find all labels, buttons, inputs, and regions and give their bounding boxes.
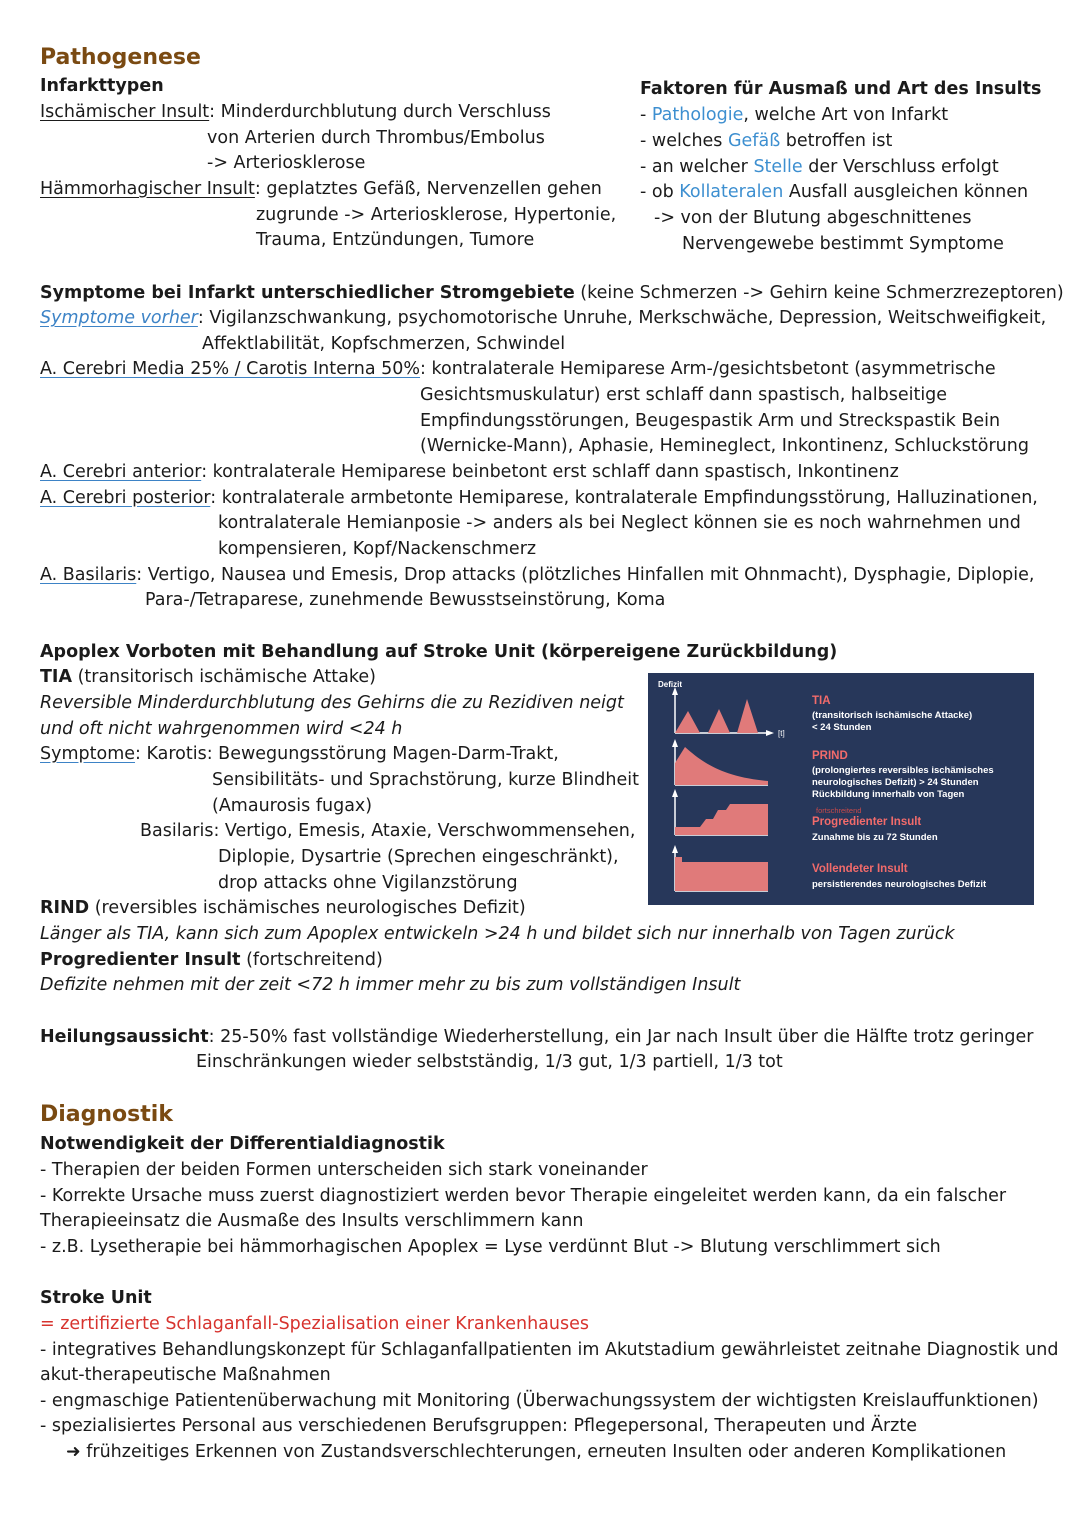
keyword-kollateralen: Kollateralen [679,182,784,202]
apoplex-title: Apoplex Vorboten mit Behandlung auf Stroke Unit (körpereigene Zurückbildung) [40,642,838,662]
tia-basilaris-line-3: drop attacks ohne Vigilanzstörung [218,873,518,893]
diagram-voll-sub: persistierendes neurologisches Defizit [812,879,987,890]
haemorrhagic-line-2: zugrunde -> Arteriosklerose, Hypertonie, [256,205,617,225]
tia-desc-2: und oft nicht wahrgenommen wird <24 h [40,719,403,739]
diagnostik-line-4: - z.B. Lysetherapie bei hämmorhagischen Apoplex = Lyse verdünnt Blut -> Blutung verschlimmert sich [40,1237,941,1257]
ischaemic-line-2: von Arterien durch Thrombus/Embolus [207,128,545,148]
axis-arrow-x [766,730,774,736]
anterior-line: A. Cerebri anterior: kontralaterale Hemiparese beinbetont erst schlaff dann spastisch, Inkontinenz [40,462,899,482]
diagram-prind-sub-2: neurologisches Defizit) > 24 Stunden [812,777,979,788]
faktoren-line-5: -> von der Blutung abgeschnittenes [654,208,972,228]
posterior-label: A. Cerebri posterior [40,488,211,508]
symptome-vorher-line-2: Affektlabilität, Kopfschmerzen, Schwindel [202,334,566,354]
tia-basilaris-line-2: Diplopie, Dysartrie (Sprechen eingeschränkt), [218,847,619,867]
haemorrhagic-label: Hämmorhagischer Insult [40,179,255,199]
faktoren-line-6: Nervengewebe bestimmt Symptome [682,234,1004,254]
vollendet-block [675,857,768,891]
haemorrhagic-line-1: geplatztes Gefäß, Nervenzellen gehen [266,179,602,199]
stroke-definition: = zertifizierte Schlaganfall-Spezialisation einer Krankenhauses [40,1314,589,1334]
tia-peaks [675,699,758,733]
basilaris-label: A. Basilaris [40,565,137,585]
symptome-note: (keine Schmerzen -> Gehirn keine Schmerzrezeptoren) [574,283,1064,303]
basilaris-line-2: Para-/Tetraparese, zunehmende Bewusstseinstörung, Koma [145,590,666,610]
section-title-diagnostik: Diagnostik [40,1102,173,1127]
diagram-prind-sub-1: (prolongiertes reversibles ischämisches [812,765,994,776]
ischaemic-line-3: -> Arteriosklerose [207,153,366,173]
diagram-axis-label: Defizit [658,680,682,689]
diagnostik-line-1: - Therapien der beiden Formen unterscheiden sich stark voneinander [40,1160,648,1180]
insult-course-diagram [648,673,1034,905]
stroke-line-1: - integratives Behandlungskonzept für Schlaganfallpatienten im Akutstadium gewährleistet zeitnahe Diagnostik und [40,1340,1059,1360]
arrow-right-icon: ➜ [66,1442,81,1462]
stroke-line-2: akut-therapeutische Maßnahmen [40,1365,331,1385]
diagram-tia-sub-2: < 24 Stunden [812,722,872,733]
faktoren-title: Faktoren für Ausmaß und Art des Insults [640,79,1042,99]
keyword-stelle: Stelle [753,157,803,177]
media-line-4: (Wernicke-Mann), Aphasie, Hemineglect, Inkontinenz, Schluckstörung [420,436,1029,456]
keyword-pathologie: Pathologie [651,105,744,125]
faktoren-line-1: - Pathologie, welche Art von Infarkt [640,105,949,125]
anterior-label: A. Cerebri anterior [40,462,202,482]
stroke-line-3: - engmaschige Patientenüberwachung mit Monitoring (Überwachungssystem der wichtigsten Kreislauffunktionen) [40,1391,1039,1411]
tia-symptome-line-1: Symptome: Karotis: Bewegungsstörung Magen-Darm-Trakt, [40,744,559,764]
media-line-3: Empfindungsstörungen, Beugespastik Arm und Streckspastik Bein [420,411,1001,431]
prind-curve [675,747,768,785]
stroke-conclusion: ➜ frühzeitiges Erkennen von Zustandsverschlechterungen, erneuten Insulten oder anderen Komplikationen [66,1442,1007,1462]
posterior-line-1: A. Cerebri posterior: kontralaterale armbetonte Hemiparese, kontralaterale Empfindungsstörung, Halluzinationen, [40,488,1038,508]
karotis-line-2: Sensibilitäts- und Sprachstörung, kurze Blindheit [212,770,639,790]
diagram-tia-sub-1: (transitorisch ischämische Attacke) [812,710,973,721]
stroke-line-4: - spezialisiertes Personal aus verschiedenen Berufsgruppen: Pflegepersonal, Therapeuten und Ärzte [40,1416,917,1436]
progredient-heading: Progredienter Insult (fortschreitend) [40,950,383,970]
rind-desc: Länger als TIA, kann sich zum Apoplex entwickeln >24 h und bildet sich nur innerhalb von Tagen zurück [40,924,955,944]
diagram-prind-title: PRIND [812,750,848,762]
haemorrhagic-line-3: Trauma, Entzündungen, Tumore [256,230,535,250]
tia-basilaris-line-1: Basilaris: Vertigo, Emesis, Ataxie, Verschwommensehen, [140,821,636,841]
diagnostik-sub: Notwendigkeit der Differentialdiagnostik [40,1134,445,1154]
haemorrhagic-block: Hämmorhagischer Insult: geplatztes Gefäß, Nervenzellen gehen [40,179,602,199]
symptome-heading [40,281,1064,307]
section-title-pathogenese: Pathogenese [40,45,201,70]
posterior-line-3: kompensieren, Kopf/Nackenschmerz [218,539,537,559]
basilaris-line-1: A. Basilaris: Vertigo, Nausea und Emesis, Drop attacks (plötzliches Hinfallen mit Ohnmacht), Dysphagie, Diplopie, [40,565,1035,585]
diagnostik-line-2: - Korrekte Ursache muss zuerst diagnostiziert werden bevor Therapie eingeleitet werden kann, da ein falscher [40,1186,1007,1206]
diagram-time-label: [t] [778,729,785,738]
media-line-1: A. Cerebri Media 25% / Carotis Interna 50%: kontralaterale Hemiparese Arm-/gesichtsbetont (asymmetrische [40,359,996,379]
media-label: A. Cerebri Media 25% / Carotis Interna 50% [40,359,421,379]
symptome-vorher-link[interactable]: Symptome vorher [40,308,198,328]
diagram-prog-small: fortschreitend [816,806,862,815]
diagram-prog-sub: Zunahme bis zu 72 Stunden [812,832,938,843]
karotis-line-3: (Amaurosis fugax) [212,796,373,816]
progredient-steps [675,804,768,835]
heilung-label: Heilungsaussicht [40,1027,209,1047]
subtitle-infarkttypen: Infarkttypen [40,76,164,96]
faktoren-line-4: - ob Kollateralen Ausfall ausgleichen können [640,182,1029,202]
ischaemic-block: Ischämischer Insult: Minderdurchblutung durch Verschluss [40,102,551,122]
diagram-prog-title: Progredienter Insult [812,816,922,828]
diagram-voll-title: Vollendeter Insult [812,863,908,875]
stroke-title: Stroke Unit [40,1288,152,1308]
diagram-tia-title: TIA [812,695,831,707]
tia-heading: TIA (transitorisch ischämische Attake) [40,667,376,687]
posterior-line-2: kontralaterale Hemianposie -> anders als bei Neglect können sie es noch wahrnehmen und [218,513,1021,533]
diagram-prind-sub-3: Rückbildung innerhalb von Tagen [812,789,965,800]
tia-symptome-label: Symptome [40,744,136,764]
progredient-desc: Defizite nehmen mit der zeit <72 h immer mehr zu bis zum vollständigen Insult [40,975,741,995]
symptome-vorher-line-1: Symptome vorher: Vigilanzschwankung, psychomotorische Unruhe, Merkschwäche, Depression, Weitschweifigkeit, [40,308,1047,328]
media-line-2: Gesichtsmuskulatur) erst schlaff dann spastisch, halbseitige [420,385,948,405]
diagnostik-line-3: Therapieeinsatz die Ausmaße des Insults verschlimmern kann [40,1211,584,1231]
keyword-gefaess: Gefäß [727,131,781,151]
heilung-line-1: Heilungsaussicht: 25-50% fast vollständige Wiederherstellung, ein Jar nach Insult über die Hälfte trotz geringer [40,1027,1034,1047]
faktoren-line-2: - welches Gefäß betroffen ist [640,131,893,151]
ischaemic-label: Ischämischer Insult [40,102,210,122]
faktoren-line-3: - an welcher Stelle der Verschluss erfolgt [640,157,999,177]
rind-heading: RIND (reversibles ischämisches neurologisches Defizit) [40,898,526,918]
ischaemic-line-1: Minderdurchblutung durch Verschluss [220,102,551,122]
heilung-line-2: Einschränkungen wieder selbstständig, 1/3 gut, 1/3 partiell, 1/3 tot [196,1052,783,1072]
symptome-title: Symptome bei Infarkt unterschiedlicher Stromgebiete [40,283,575,303]
tia-desc-1: Reversible Minderdurchblutung des Gehirns die zu Rezidiven neigt [40,693,624,713]
